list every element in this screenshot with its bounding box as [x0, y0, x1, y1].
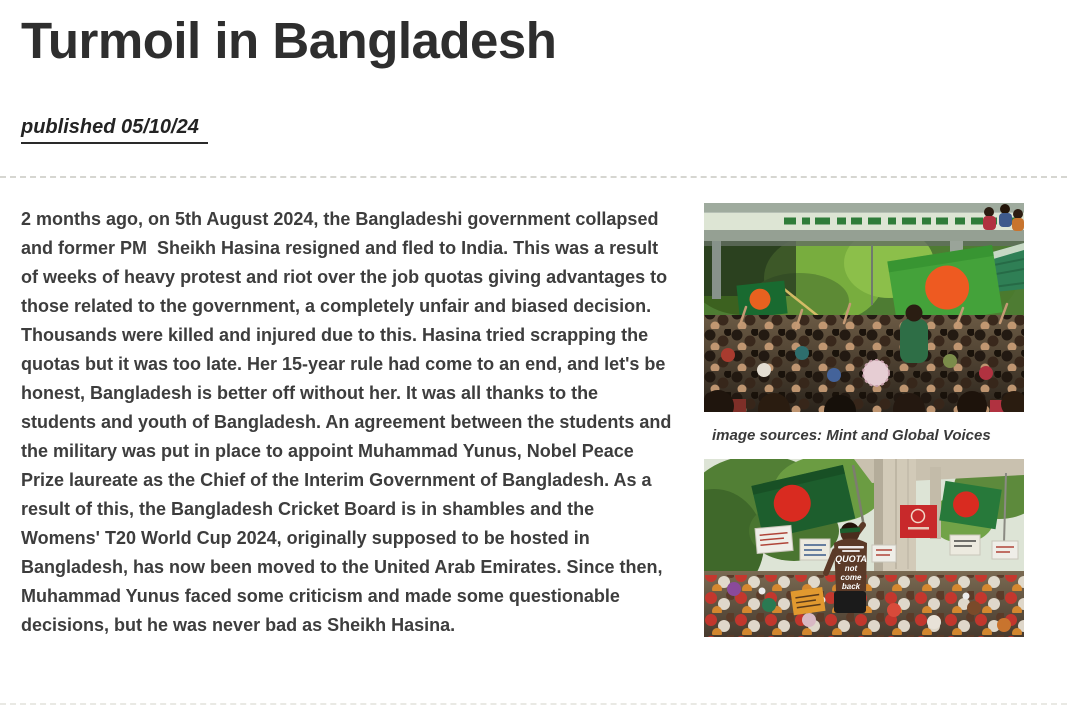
- media-column: [704, 203, 1024, 637]
- divider-top: [0, 176, 1067, 178]
- protest-crowd-flags-illustration: [704, 203, 1024, 412]
- article-body: 2 months ago, on 5th August 2024, the Bangladeshi government collapsed and former PM Sheikh Hasina resigned and fled to India. This was a result of weeks of heavy protest and riot over the job quotas giving advantages to those related to the government, a completely unfair and biased decision. Thousands were killed and injured due to this. Hasina tried scrapping the quotas but it was too late. Her 15-year rule had come to an end, and let's be honest, Bangladesh is better off without her. It was all thanks to the students and youth of Bangladesh. An agreement between the students and the military was put in place to appoint Muhammad Yunus, Nobel Peace Prize laureate as the Chief of the Interim Government of Bangladesh. As a result of this, the Bangladesh Cricket Board is in shambles and the Womens' T20 World Cup 2024, originally supposed to be hosted in Bangladesh, has now been moved to the United Arab Emirates. Since then, Muhammad Yunus faced some criticism and made some questionable decisions, but he was never bad as Sheikh Hasina.: [21, 209, 677, 635]
- published-date: published 05/10/24: [21, 116, 208, 144]
- page-title: Turmoil in Bangladesh: [21, 12, 557, 69]
- slogan-line-2: not: [844, 564, 858, 573]
- protest-crowd-flags-photo: [704, 203, 1024, 412]
- divider-bottom: [0, 703, 1067, 705]
- slogan-line-3: come: [840, 573, 862, 582]
- quota-protest-photo: [704, 459, 1024, 637]
- red-banner: [900, 505, 937, 538]
- quota-protest-illustration: [704, 459, 1024, 637]
- slogan-line-1: QUOTA: [835, 554, 867, 564]
- orange-sign: [790, 587, 825, 615]
- slogan-line-4: back: [841, 582, 861, 591]
- image-sources-caption: image sources: Mint and Global Voices: [712, 427, 991, 444]
